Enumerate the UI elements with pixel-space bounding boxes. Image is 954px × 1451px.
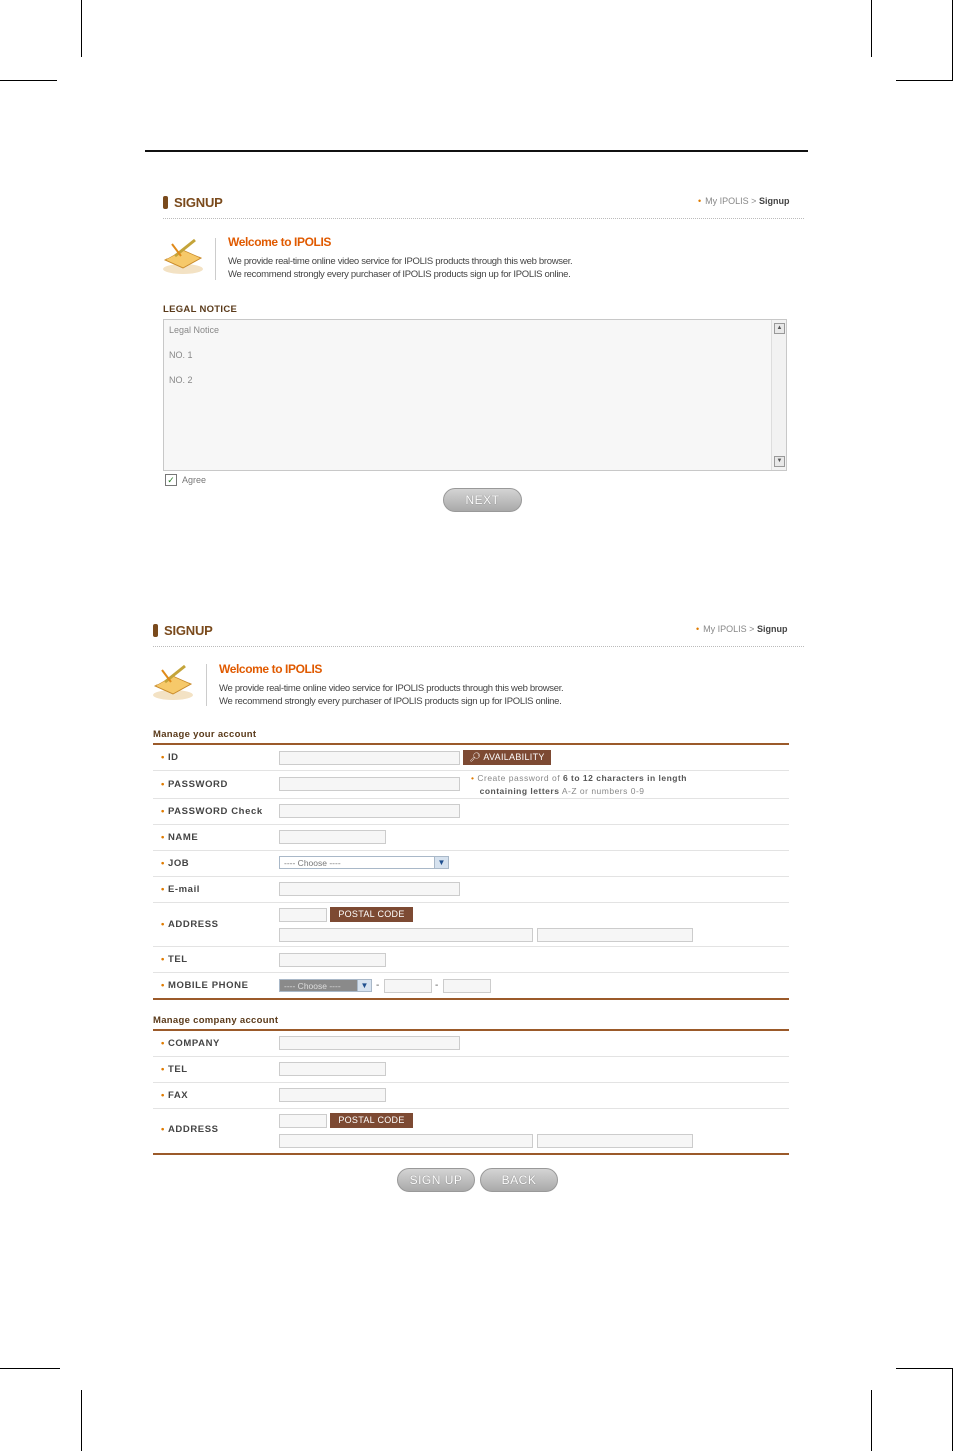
name-label: • NAME — [161, 832, 199, 843]
crop-mark — [896, 1368, 953, 1369]
mobile-phone-label: • MOBILE PHONE — [161, 980, 249, 991]
company-address-line1-input[interactable] — [279, 1134, 533, 1148]
company-label: • COMPANY — [161, 1038, 220, 1049]
legal-notice-line: Legal Notice — [169, 325, 220, 335]
password-hint: • Create password of 6 to 12 characters in length containing letters A-Z or numbers 0-9 — [471, 773, 688, 796]
back-button[interactable]: BACK — [480, 1168, 558, 1192]
divider — [163, 218, 804, 219]
breadcrumb-current: Signup — [756, 624, 788, 634]
address-line1-input[interactable] — [279, 928, 533, 942]
welcome-line: We provide real-time online video service for IPOLIS products through this web browser. — [219, 683, 564, 694]
address-label: • ADDRESS — [161, 919, 219, 930]
scroll-up-icon[interactable]: ▲ — [774, 323, 785, 334]
page-title: SIGNUP — [153, 623, 213, 638]
section-rule — [153, 743, 789, 745]
company-address-label: • ADDRESS — [161, 1124, 219, 1135]
mobile-prefix-select[interactable]: ---- Choose ---- ▼ — [279, 979, 372, 992]
row-divider — [153, 946, 789, 947]
email-label: • E-mail — [161, 884, 201, 895]
row-divider — [153, 1056, 789, 1057]
page-title: SIGNUP — [163, 195, 223, 210]
scroll-down-icon[interactable]: ▼ — [774, 456, 785, 467]
legal-notice-heading: LEGAL NOTICE — [163, 304, 238, 315]
address-line2-input[interactable] — [537, 928, 693, 942]
company-tel-label: • TEL — [161, 1064, 188, 1075]
crop-mark — [81, 0, 82, 57]
crop-mark — [952, 1368, 953, 1451]
name-input[interactable] — [279, 830, 386, 844]
header-rule — [145, 150, 808, 152]
welcome-line: We provide real-time online video service for IPOLIS products through this web browser. — [228, 256, 573, 267]
crop-mark — [0, 80, 57, 81]
company-postal-code-button[interactable]: POSTAL CODE — [330, 1113, 413, 1128]
section-rule — [153, 1153, 789, 1155]
postal-code-input[interactable] — [279, 908, 327, 922]
fax-input[interactable] — [279, 1088, 386, 1102]
id-input[interactable] — [279, 751, 460, 765]
password-input[interactable] — [279, 777, 460, 791]
row-divider — [153, 798, 789, 799]
id-label: • ID — [161, 752, 179, 763]
crop-mark — [871, 1390, 872, 1451]
fax-label: • FAX — [161, 1090, 189, 1101]
legal-notice-textarea[interactable] — [163, 319, 787, 471]
row-divider — [153, 902, 789, 903]
row-divider — [153, 1108, 789, 1109]
divider — [153, 646, 804, 647]
company-section-heading: Manage company account — [153, 1015, 279, 1026]
breadcrumb-my-ipolis[interactable]: My IPOLIS > — [703, 624, 755, 634]
row-divider — [153, 824, 789, 825]
password-label: • PASSWORD — [161, 779, 228, 790]
crop-mark — [0, 1368, 60, 1369]
search-icon: 🔎︎ — [469, 752, 482, 762]
sign-up-button[interactable]: SIGN UP — [397, 1168, 475, 1192]
welcome-text — [219, 682, 563, 708]
welcome-line: We recommend strongly every purchaser of IPOLIS products sign up for IPOLIS online. — [228, 269, 571, 280]
breadcrumb-my-ipolis[interactable]: My IPOLIS > — [705, 196, 757, 206]
bullet-icon: • — [698, 196, 702, 206]
agree-checkbox[interactable]: ✓ — [165, 474, 177, 486]
title-bar-icon — [153, 624, 158, 637]
row-divider — [153, 876, 789, 877]
row-divider — [153, 850, 789, 851]
legal-notice-line: NO. 1 — [169, 350, 193, 360]
row-divider — [153, 972, 789, 973]
crop-mark — [952, 0, 953, 80]
title-bar-icon — [163, 196, 168, 209]
breadcrumb — [696, 624, 787, 634]
mobile-middle-input[interactable] — [384, 979, 432, 993]
welcome-text — [228, 255, 572, 281]
next-button[interactable]: NEXT — [443, 488, 522, 512]
tel-label: • TEL — [161, 954, 188, 965]
section-rule — [153, 1029, 789, 1031]
bullet-icon: • — [696, 624, 700, 634]
password-check-input[interactable] — [279, 804, 460, 818]
vertical-separator — [215, 238, 216, 280]
welcome-book-icon — [151, 662, 195, 702]
breadcrumb-current: Signup — [758, 196, 790, 206]
chevron-down-icon[interactable]: ▼ — [434, 857, 448, 868]
scrollbar[interactable] — [771, 320, 786, 470]
dash-separator: - — [376, 980, 380, 991]
account-section-heading: Manage your account — [153, 729, 257, 740]
mobile-last-input[interactable] — [443, 979, 491, 993]
dash-separator: - — [435, 980, 439, 991]
welcome-title: Welcome to IPOLIS — [228, 235, 331, 249]
email-input[interactable] — [279, 882, 460, 896]
section-rule — [153, 998, 789, 1000]
welcome-title: Welcome to IPOLIS — [219, 662, 322, 676]
availability-button[interactable]: 🔎︎ AVAILABILITY — [463, 750, 551, 765]
vertical-separator — [206, 664, 207, 706]
tel-input[interactable] — [279, 953, 386, 967]
row-divider — [153, 1082, 789, 1083]
company-address-line2-input[interactable] — [537, 1134, 693, 1148]
row-divider — [153, 770, 789, 771]
breadcrumb — [698, 196, 789, 206]
company-postal-code-input[interactable] — [279, 1114, 327, 1128]
postal-code-button[interactable]: POSTAL CODE — [330, 907, 413, 922]
job-label: • JOB — [161, 858, 190, 869]
agree-label: Agree — [182, 475, 207, 485]
password-check-label: • PASSWORD Check — [161, 806, 263, 817]
crop-mark — [81, 1390, 82, 1451]
welcome-book-icon — [161, 236, 205, 276]
company-input[interactable] — [279, 1036, 460, 1050]
welcome-line: We recommend strongly every purchaser of IPOLIS products sign up for IPOLIS online. — [219, 696, 562, 707]
chevron-down-icon[interactable]: ▼ — [357, 980, 371, 991]
job-select[interactable]: ---- Choose ---- ▼ — [279, 856, 449, 869]
legal-notice-line: NO. 2 — [169, 375, 193, 385]
crop-mark — [896, 80, 953, 81]
company-tel-input[interactable] — [279, 1062, 386, 1076]
crop-mark — [871, 0, 872, 57]
